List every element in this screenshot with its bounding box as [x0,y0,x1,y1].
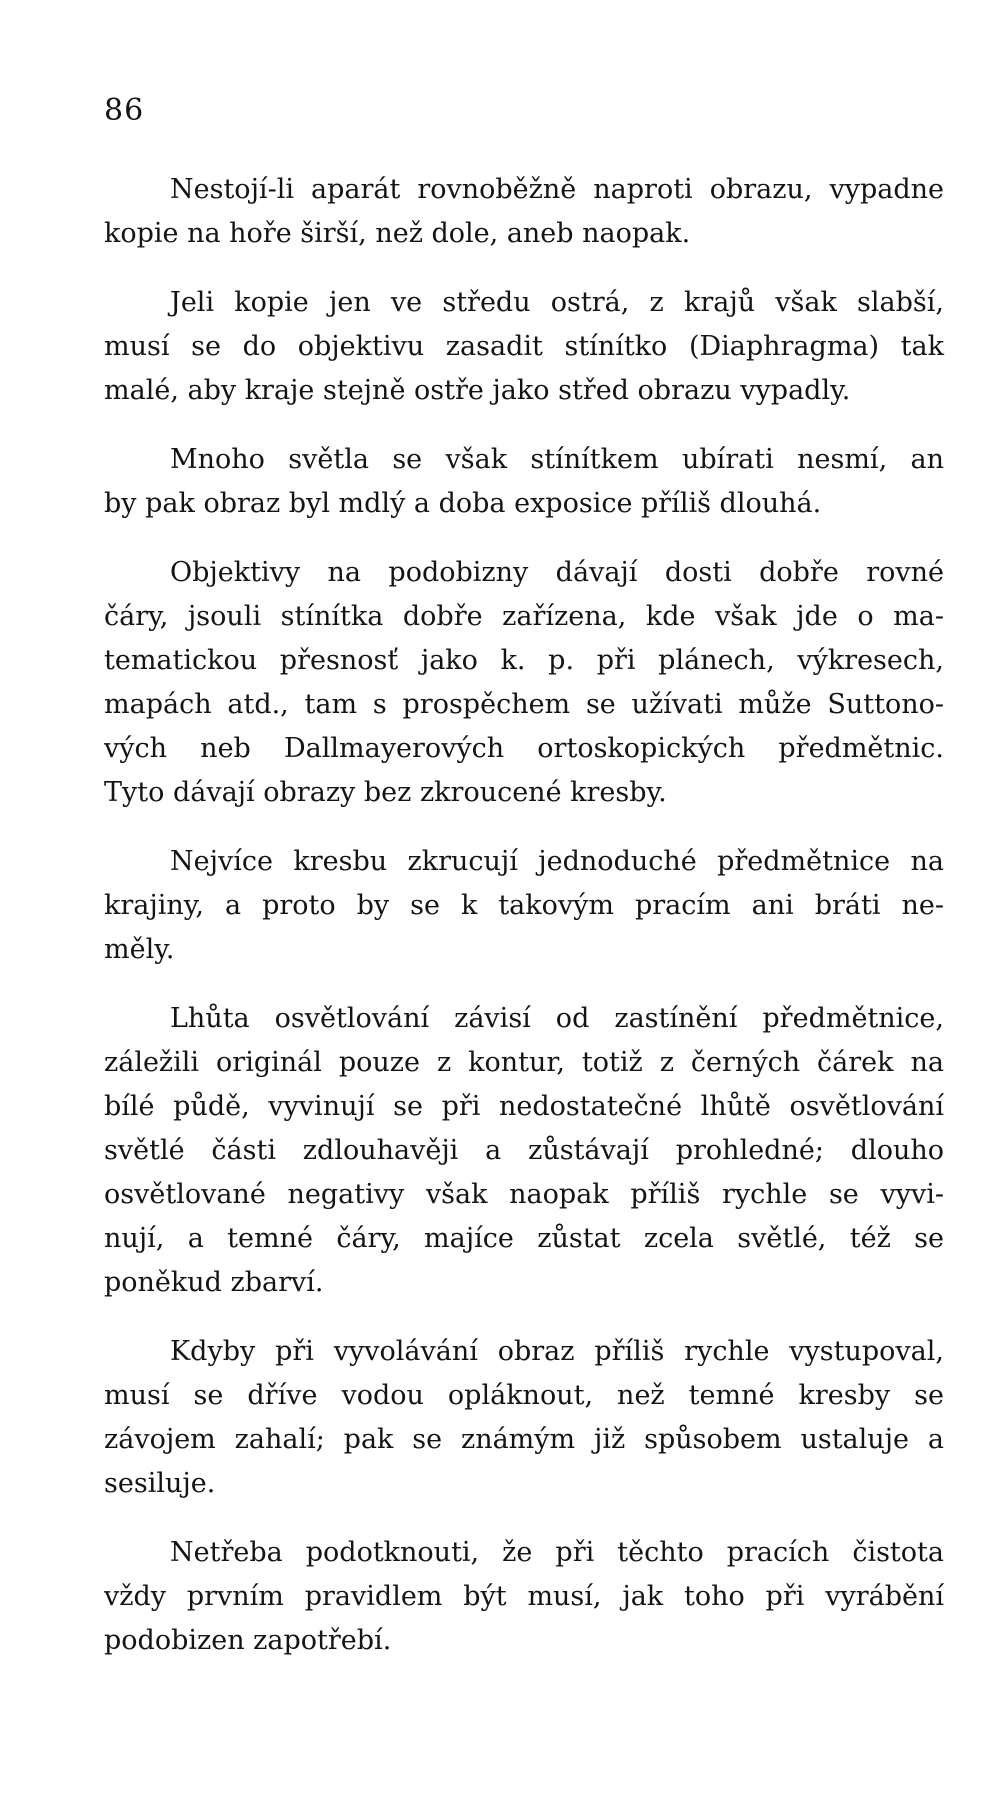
text-line: musí se dříve vodou opláknout, než temné kresby se [104,1380,944,1411]
text-line: závojem zahalí; pak se známým již spůsobem ustaluje a [104,1424,944,1455]
body-text [104,168,944,1688]
text-line: Nejvíce kresbu zkrucují jednoduché předmětnice na [170,846,944,877]
text-line: podobizen zapotřebí. [104,1625,392,1656]
paragraph-7 [104,1330,944,1506]
text-line: Jeli kopie jen ve středu ostrá, z krajů však slabší, [170,287,944,318]
text-line: kopie na hoře širší, než dole, aneb naopak. [104,218,691,249]
text-line: sesiluje. [104,1468,216,1499]
paragraph-5 [104,840,944,972]
text-line: měly. [104,934,175,965]
text-line: záležili originál pouze z kontur, totiž z černých čárek na [104,1047,944,1078]
text-line: Tyto dávají obrazy bez zkroucené kresby. [104,777,667,808]
text-line: nují, a temné čáry, majíce zůstat zcela světlé, též se [104,1223,944,1254]
text-line: Kdyby při vyvolávání obraz příliš rychle vystupoval, [170,1336,944,1367]
text-line: Mnoho světla se však stínítkem ubírati nesmí, an [170,444,944,475]
paragraph-8 [104,1531,944,1663]
page-number: 86 [104,93,145,128]
text-line: Netřeba podotknouti, že při těchto pracích čistota [170,1537,944,1568]
paragraph-6 [104,997,944,1305]
text-line: bílé půdě, vyvinují se při nedostatečné lhůtě osvětlování [104,1091,944,1122]
text-line: tematickou přesnosť jako k. p. při plánech, výkresech, [104,645,944,676]
text-line: krajiny, a proto by se k takovým pracím ani bráti ne- [104,890,944,921]
text-line: musí se do objektivu zasadit stínítko (Diaphragma) tak [104,331,944,362]
text-line: čáry, jsouli stínítka dobře zařízena, kde však jde o ma- [104,601,944,632]
text-line: Nestojí-li aparát rovnoběžně naproti obrazu, vypadne [170,174,944,205]
text-line: mapách atd., tam s prospěchem se užívati může Suttono- [104,689,944,720]
text-line: vždy prvním pravidlem být musí, jak toho při vyrábění [104,1581,944,1612]
text-line: poněkud zbarví. [104,1267,324,1298]
paragraph-3 [104,438,944,526]
paragraph-4 [104,551,944,815]
paragraph-1 [104,168,944,256]
text-line: vých neb Dallmayerových ortoskopických předmětnic. [104,733,944,764]
text-line: malé, aby kraje stejně ostře jako střed obrazu vypadly. [104,375,851,406]
text-line: Objektivy na podobizny dávají dosti dobře rovné [170,557,944,588]
paragraph-2 [104,281,944,413]
text-line: Lhůta osvětlování závisí od zastínění předmětnice, [170,1003,944,1034]
text-line: by pak obraz byl mdlý a doba exposice příliš dlouhá. [104,488,822,519]
text-line: světlé části zdlouhavěji a zůstávají prohledné; dlouho [104,1135,944,1166]
text-line: osvětlované negativy však naopak příliš rychle se vyvi- [104,1179,944,1210]
